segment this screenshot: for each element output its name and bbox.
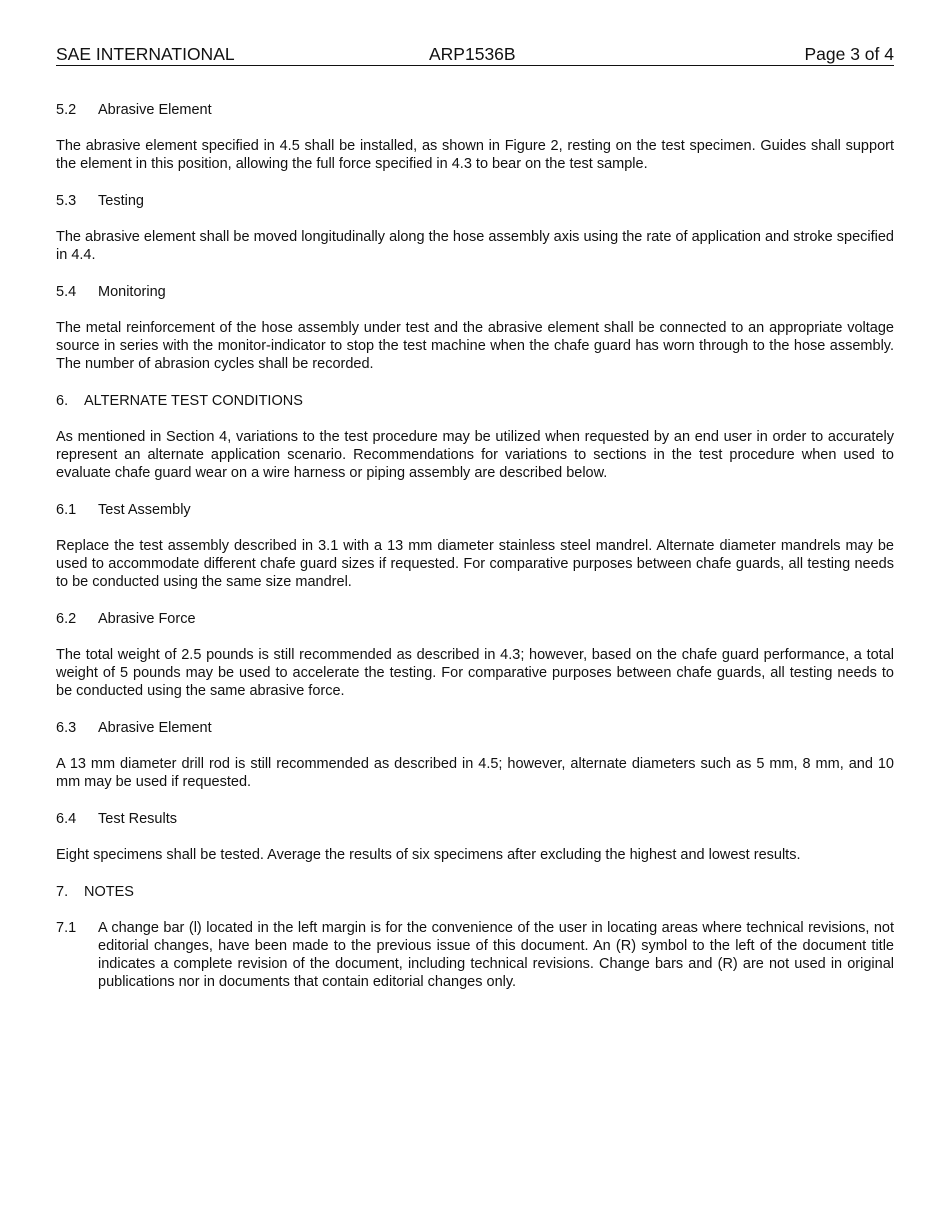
- section-paragraph-6-3: A 13 mm diameter drill rod is still recommended as described in 4.5; however, alternate diameters such as 5 mm, 8 mm, and 10 mm may be used if requested.: [56, 756, 894, 790]
- section-title: Abrasive Force: [98, 611, 196, 627]
- section-paragraph-6: As mentioned in Section 4, variations to the test procedure may be utilized when requested by an end user in order to accurately represent an alternate application scenario. Recommendations for variations to sections in the test procedure when used to evaluate chafe guard wear on a wire harness or piping assembly are described below.: [56, 429, 894, 481]
- section-number: 6.1: [56, 502, 77, 518]
- section-title: Abrasive Element: [98, 720, 212, 736]
- section-title: ALTERNATE TEST CONDITIONS: [84, 393, 303, 409]
- section-title: Monitoring: [98, 284, 166, 300]
- section-title: Testing: [98, 193, 144, 209]
- section-number: 5.2: [56, 102, 77, 118]
- section-title: Test Results: [98, 811, 177, 827]
- section-title: NOTES: [84, 884, 134, 900]
- section-paragraph-5-4: The metal reinforcement of the hose assembly under test and the abrasive element shall be connected to an appropriate voltage source in series with the monitor-indicator to stop the test machine when the chafe guard has worn through to the hose assembly. The number of abrasion cycles shall be recorded.: [56, 320, 894, 372]
- note-7-1: [56, 919, 894, 991]
- section-heading-5-4: [56, 283, 894, 301]
- section-heading-5-2: [56, 101, 894, 119]
- header-document-id: ARP1536B: [429, 44, 516, 64]
- section-heading-6-3: [56, 719, 894, 737]
- header-organization: SAE INTERNATIONAL: [56, 44, 235, 64]
- document-body: [56, 101, 894, 991]
- note-number: 7.1: [56, 920, 77, 936]
- section-title: Abrasive Element: [98, 102, 212, 118]
- section-paragraph-6-1: Replace the test assembly described in 3.1 with a 13 mm diameter stainless steel mandrel. Alternate diameter mandrels may be used to accommodate different chafe guard sizes if requested. For comparative purposes between chafe guards, all testing needs to be conducted using the same size mandrel.: [56, 538, 894, 590]
- section-number: 5.3: [56, 193, 77, 209]
- section-title: Test Assembly: [98, 502, 191, 518]
- section-number: 6.4: [56, 811, 77, 827]
- section-heading-6-1: [56, 501, 894, 519]
- section-paragraph-6-2: The total weight of 2.5 pounds is still recommended as described in 4.3; however, based on the chafe guard performance, a total weight of 5 pounds may be used to accelerate the testing. For comparative purposes between chafe guards, all testing needs to be conducted using the same abrasive force.: [56, 647, 894, 699]
- section-paragraph-5-3: The abrasive element shall be moved longitudinally along the hose assembly axis using the rate of application and stroke specified in 4.4.: [56, 229, 894, 263]
- header-page-number: Page 3 of 4: [804, 44, 894, 64]
- page-header: [56, 44, 894, 66]
- section-number: 5.4: [56, 284, 77, 300]
- section-number: 6.3: [56, 720, 77, 736]
- section-heading-7: [56, 883, 894, 901]
- section-number: 7.: [56, 884, 69, 900]
- section-heading-6: [56, 392, 894, 410]
- section-heading-6-4: [56, 810, 894, 828]
- section-heading-6-2: [56, 610, 894, 628]
- section-heading-5-3: [56, 192, 894, 210]
- section-paragraph-5-2: The abrasive element specified in 4.5 shall be installed, as shown in Figure 2, resting on the test specimen. Guides shall support the element in this position, allowing the full force specified in 4.3 to bear on the test sample.: [56, 138, 894, 172]
- note-text: A change bar (l) located in the left margin is for the convenience of the user in locating areas where technical revisions, not editorial changes, have been made to the previous issue of this document. An (R) symbol to the left of the document title indicates a complete revision of the document, including technical revisions. Change bars and (R) are not used in original publications nor in documents that contain editorial changes only.: [98, 920, 894, 990]
- section-paragraph-6-4: Eight specimens shall be tested. Average the results of six specimens after excluding the highest and lowest results.: [56, 847, 801, 863]
- section-number: 6.2: [56, 611, 77, 627]
- section-number: 6.: [56, 393, 69, 409]
